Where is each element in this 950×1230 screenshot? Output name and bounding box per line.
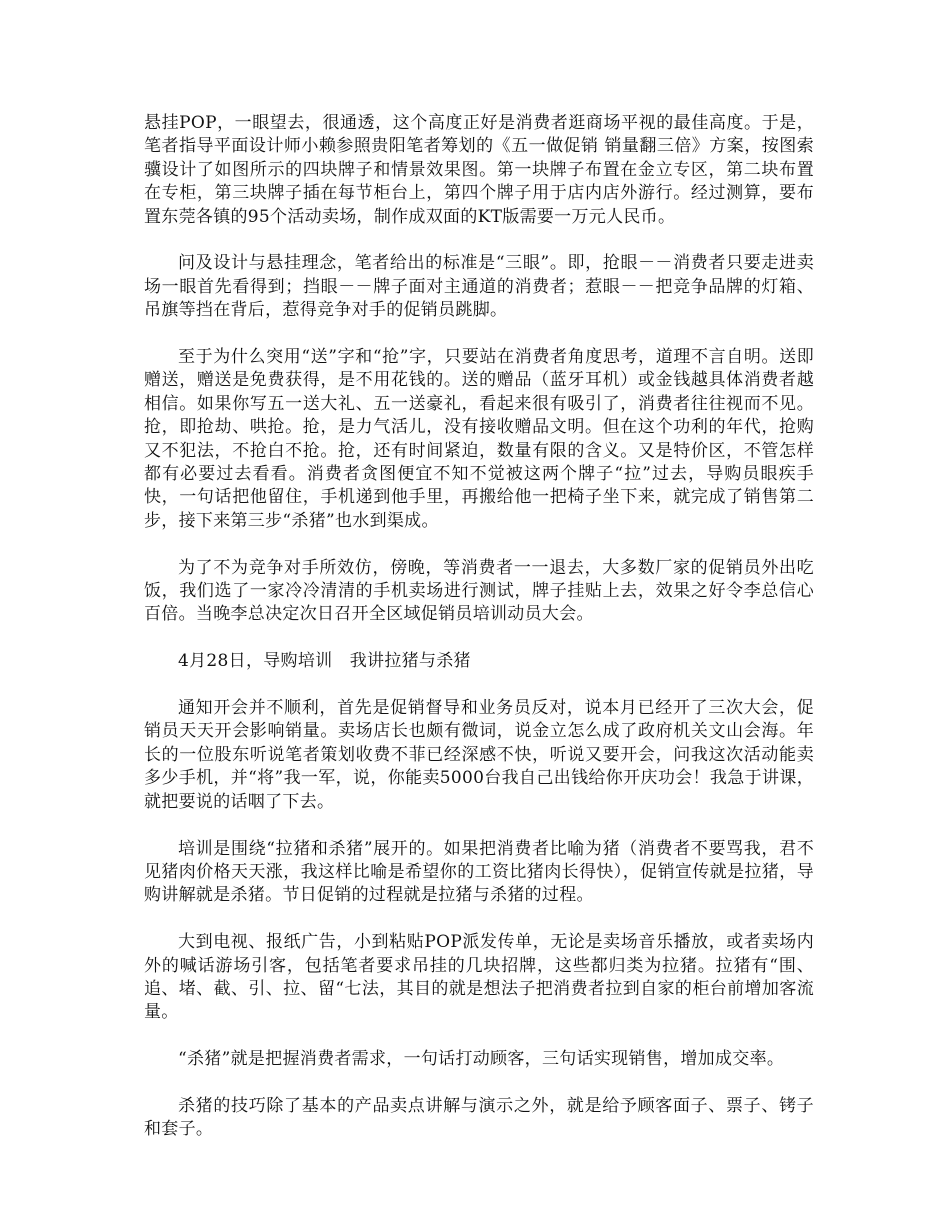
paragraph-pulling: 大到电视、报纸广告，小到粘贴POP派发传单，无论是卖场音乐播放，或者卖场内外的喊话游场引客，包括笔者要求吊挂的几块招牌，这些都归类为拉猪。拉猪有“围、追、堵、截、引、拉、留“七法，其目的就是想法子把消费者拉到自家的柜台前增加客流量。 xyxy=(144,932,814,1023)
paragraph-three-eyes: 问及设计与悬挂理念，笔者给出的标准是“三眼”。即，抢眼－－消费者只要走进卖场一眼首先看得到；挡眼－－牌子面对主通道的消费者；惹眼－－把竞争品牌的灯箱、吊旗等挡在背后，惹得竞争对手的促销员跳脚。 xyxy=(144,253,814,321)
section-heading-training: 4月28日，导购培训 我讲拉猪与杀猪 xyxy=(178,651,471,672)
paragraph-killing-techniques: 杀猪的技巧除了基本的产品卖点讲解与演示之外，就是给予顾客面子、票子、铐子和套子。 xyxy=(144,1095,814,1140)
document-body xyxy=(144,112,814,1165)
paragraph-training-theme: 培训是围绕“拉猪和杀猪”展开的。如果把消费者比喻为猪（消费者不要骂我，君不见猪肉价格天天涨，我这样比喻是希望你的工资比猪肉长得快），促销宣传就是拉猪，导购讲解就是杀猪。节日促销的过程就是拉猪与杀猪的过程。 xyxy=(144,838,814,906)
paragraph-testing: 为了不为竞争对手所效仿，傍晚，等消费者一一退去，大多数厂家的促销员外出吃饭，我们选了一家冷冷清清的手机卖场进行测试，牌子挂贴上去，效果之好令李总信心百倍。当晚李总决定次日召开全区域促销员培训动员大会。 xyxy=(144,557,814,625)
paragraph-killing-definition: “杀猪”就是把握消费者需求，一句话打动顾客，三句话实现销售，增加成交率。 xyxy=(178,1049,785,1070)
paragraph-send-and-grab: 至于为什么突用“送”字和“抢”字，只要站在消费者角度思考，道理不言自明。送即赠送，赠送是免费获得，是不用花钱的。送的赠品（蓝牙耳机）或金钱越具体消费者越相信。如果你写五一送大礼、五一送豪礼，看起来很有吸引了，消费者往往视而不见。抢，即抢劫、哄抢。抢，是力气活儿，没有接收赠品文明。但在这个功利的年代，抢购又不犯法，不抢白不抢。抢，还有时间紧迫，数量有限的含义。又是特价区，不管怎样都有必要过去看看。消费者贪图便宜不知不觉被这两个牌子“拉”过去，导购员眼疾手快，一句话把他留住，手机递到他手里，再搬给他一把椅子坐下来，就完成了销售第二步，接下来第三步“杀猪”也水到渠成。 xyxy=(144,347,814,531)
paragraph-pop-placement: 悬挂POP，一眼望去，很通透，这个高度正好是消费者逛商场平视的最佳高度。于是，笔者指导平面设计师小赖参照贵阳笔者筹划的《五一做促销 销量翻三倍》方案，按图索骥设计了如图所示的四块牌子和情景效果图。第一块牌子布置在金立专区，第二块布置在专柜，第三块牌子插在每节柜台上，第四个牌子用于店内店外游行。经过测算，要布置东莞各镇的95个活动卖场，制作成双面的KT版需要一万元人民币。 xyxy=(144,113,814,227)
paragraph-meeting: 通知开会并不顺利，首先是促销督导和业务员反对，说本月已经开了三次大会，促销员天天开会影响销量。卖场店长也颇有微词，说金立怎么成了政府机关文山会海。年长的一位股东听说笔者策划收费不菲已经深感不快，听说又要开会，问我这次活动能卖多少手机，并“将”我一军，说，你能卖5000台我自己出钱给你开庆功会！我急于讲课，就把要说的话咽了下去。 xyxy=(144,698,814,812)
